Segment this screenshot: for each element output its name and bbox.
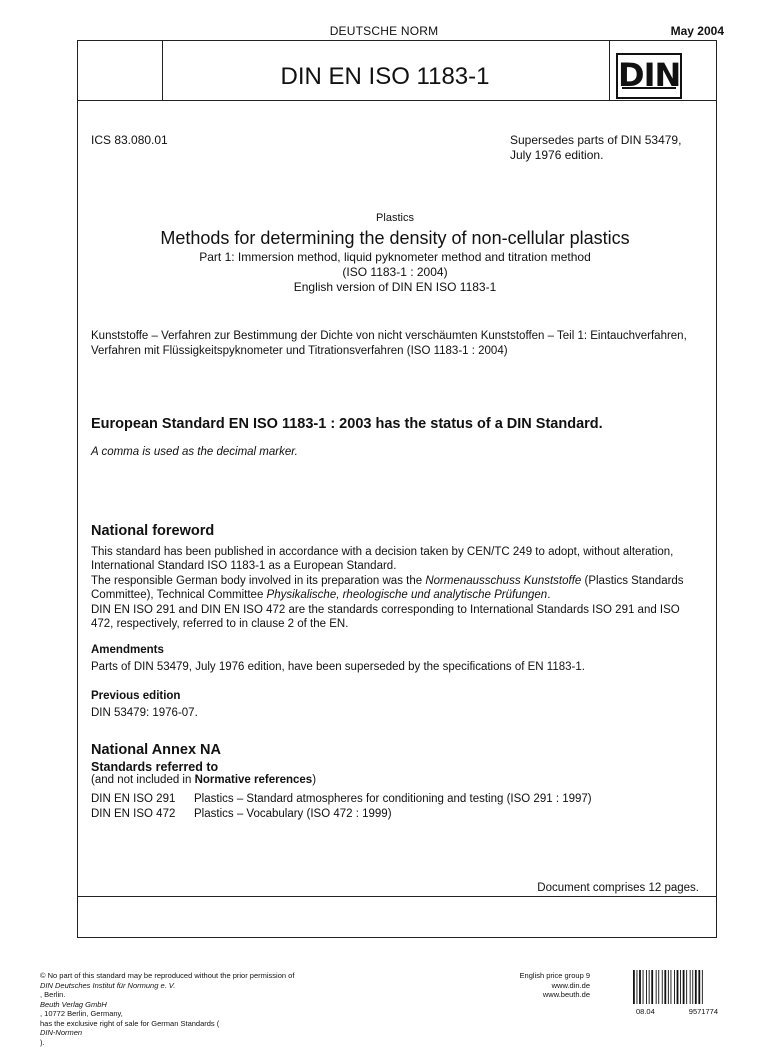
- iso-reference: (ISO 1183-1 : 2004): [91, 265, 699, 280]
- national-annex-heading: National Annex NA: [91, 742, 221, 758]
- subject: Plastics: [91, 212, 699, 224]
- part-title: Part 1: Immersion method, liquid pyknometer method and titration method: [91, 250, 699, 265]
- amendments-heading: Amendments: [91, 644, 164, 656]
- status-statement: European Standard EN ISO 1183-1 : 2003 has the status of a DIN Standard.: [91, 416, 603, 432]
- annex-note-a: (and not included in: [91, 774, 195, 786]
- annex-note-c: ): [312, 774, 316, 786]
- foreword-p2-text-b: (Plastics Standards Committee), Technical Committee: [91, 575, 684, 601]
- supersedes-line-1: Supersedes parts of DIN 53479,: [510, 133, 681, 148]
- supersedes-line-2: July 1976 edition.: [510, 148, 681, 163]
- copyright-line-2: [40, 981, 294, 1019]
- publication-date: May 2004: [671, 24, 724, 38]
- foreword-paragraph-3: DIN EN ISO 291 and DIN EN ISO 472 are the standards corresponding to International Standards ISO 291 and ISO 472, respectively, referred to in clause 2 of the EN.: [91, 603, 703, 631]
- foreword-paragraph-2: [91, 574, 703, 602]
- copyright-line-3-a: has the exclusive right of sale for German Standards (: [40, 1019, 294, 1029]
- price-group: English price group 9: [480, 971, 590, 981]
- german-title: Kunststoffe – Verfahren zur Bestimmung der Dichte von nicht verschäumten Kunststoffen – Teil 1: Eintauchverfahren, Verfahren mit Flüssigkeitspyknometer und Titrationsverfahren (ISO 1183-1 : 2004): [91, 329, 703, 359]
- main-title: Methods for determining the density of non-cellular plastics: [91, 228, 699, 249]
- header-divider: [78, 100, 716, 101]
- reference-code: DIN EN ISO 472: [91, 808, 194, 820]
- copyright-notice: [40, 971, 294, 1047]
- din-logo: DIN: [616, 53, 682, 99]
- previous-edition-text: DIN 53479: 1976-07.: [91, 706, 703, 720]
- decimal-marker-note: A comma is used as the decimal marker.: [91, 446, 298, 458]
- reference-row: [91, 808, 392, 820]
- english-version: English version of DIN EN ISO 1183-1: [91, 280, 699, 295]
- reference-title: Plastics – Vocabulary (ISO 472 : 1999): [194, 808, 392, 820]
- copyright-line-2-text: , Berlin.: [40, 990, 294, 1000]
- barcode-number: 9571774: [689, 1007, 718, 1016]
- previous-edition-heading: Previous edition: [91, 690, 180, 702]
- reference-title: Plastics – Standard atmospheres for conditioning and testing (ISO 291 : 1997): [194, 793, 592, 805]
- foreword-p2-text-a: The responsible German body involved in its preparation was the: [91, 575, 425, 587]
- supersedes-note: [510, 133, 681, 163]
- footer-divider: [78, 896, 716, 897]
- beuth-website: www.beuth.de: [480, 990, 590, 1000]
- page-count-note: Document comprises 12 pages.: [537, 882, 699, 894]
- foreword-p2-technical-committee: Physikalische, rheologische und analytische Prüfungen: [267, 589, 548, 601]
- copyright-line-3-b: ).: [40, 1038, 294, 1047]
- standards-referred-heading: Standards referred to: [91, 760, 218, 774]
- barcode-icon: [633, 970, 718, 1004]
- annex-note: [91, 774, 316, 786]
- foreword-paragraph-1: This standard has been published in accordance with a decision taken by CEN/TC 249 to adopt, without alteration, International Standard ISO 1183-1 as a European Standard.: [91, 545, 703, 573]
- barcode-date: 08.04: [636, 1007, 655, 1016]
- din-website: www.din.de: [480, 981, 590, 991]
- header-right-divider: [609, 41, 610, 100]
- foreword-p2-committee: Normenausschuss Kunststoffe: [425, 575, 581, 587]
- document-type-label: DEUTSCHE NORM: [0, 24, 768, 38]
- ics-code: ICS 83.080.01: [91, 133, 168, 147]
- annex-note-bold: Normative references: [195, 774, 313, 786]
- copyright-line-1: © No part of this standard may be reproduced without the prior permission of: [40, 971, 294, 981]
- reference-code: DIN EN ISO 291: [91, 793, 194, 805]
- copyright-line-2-text-b: , 10772 Berlin, Germany,: [40, 1009, 294, 1019]
- din-institute-name: DIN Deutsches Institut für Normung e. V.: [40, 981, 175, 990]
- din-normen: DIN-Normen: [40, 1028, 82, 1037]
- copyright-line-3: [40, 1019, 294, 1047]
- foreword-p2-text-c: .: [547, 589, 550, 601]
- reference-row: [91, 793, 592, 805]
- national-foreword-heading: National foreword: [91, 523, 214, 539]
- amendments-text: Parts of DIN 53479, July 1976 edition, have been superseded by the specifications of EN 1183-1.: [91, 660, 703, 674]
- price-and-web: [480, 971, 590, 1000]
- document-id: DIN EN ISO 1183-1: [162, 63, 608, 91]
- beuth-name: Beuth Verlag GmbH: [40, 1000, 107, 1009]
